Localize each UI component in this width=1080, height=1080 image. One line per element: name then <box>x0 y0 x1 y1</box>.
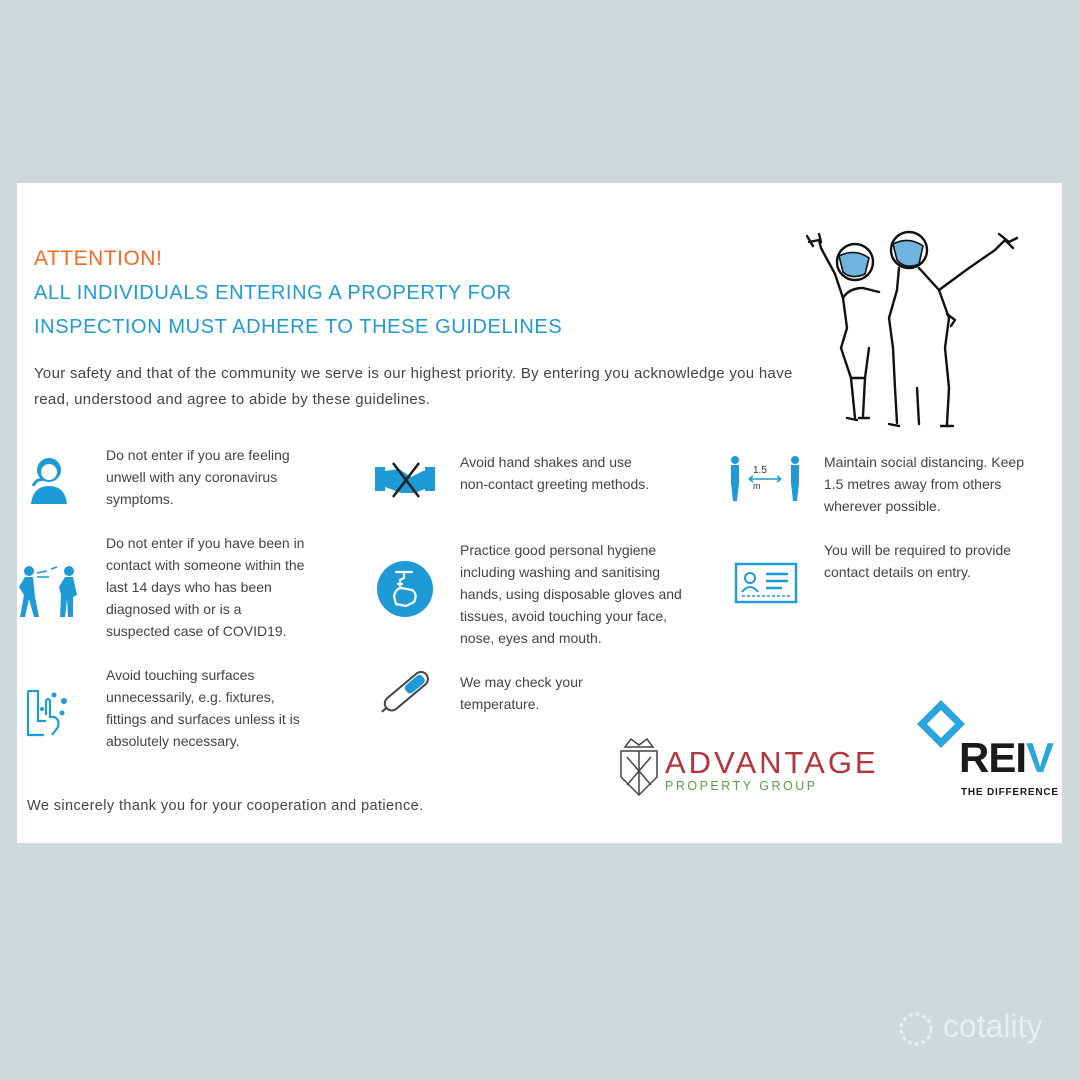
thank-you-text: We sincerely thank you for your cooperation and patience. <box>27 798 424 814</box>
guideline-temperature: We may check your temperature. <box>460 674 583 712</box>
reiv-name <box>959 734 1053 782</box>
intro-text: Your safety and that of the community we serve is our highest priority. By entering you acknowledge you have read, understood and agree to abide by these guidelines. <box>34 365 793 408</box>
handwashing-icon <box>376 560 434 618</box>
touch-surface-icon <box>24 687 72 739</box>
guideline-distancing: Maintain social distancing. Keep 1.5 metres away from others wherever possible. <box>824 454 1025 514</box>
reiv-name-v: V <box>1026 734 1054 781</box>
guideline-handshakes: Avoid hand shakes and use non-contact greeting methods. <box>460 454 650 492</box>
no-handshake-icon <box>373 459 437 503</box>
attention-heading: ATTENTION! <box>34 247 163 270</box>
reiv-tagline: THE DIFFERENCE <box>961 787 1059 798</box>
distance-unit: m <box>753 481 761 491</box>
guidelines-card <box>17 183 1062 843</box>
cotality-logo-icon <box>898 1011 934 1047</box>
heading-line-2: INSPECTION MUST ADHERE TO THESE GUIDELINES <box>34 316 563 338</box>
reiv-name-rei: REI <box>959 734 1027 781</box>
guideline-contact-details: You will be required to provide contact details on entry. <box>824 542 1012 580</box>
guideline-hygiene: Practice good personal hygiene including washing and sanitising hands, using disposable gloves and tissues, avoid touching your face, nose, eyes and mouth. <box>460 542 682 646</box>
advantage-subtitle: PROPERTY GROUP <box>665 779 818 793</box>
guideline-contact: Do not enter if you have been in contact with someone within the last 14 days who has been diagnosed with or is a suspected case of COVID19. <box>106 535 305 639</box>
sick-person-icon <box>23 452 75 504</box>
thermometer-icon <box>377 666 437 718</box>
advantage-name: ADVANTAGE <box>665 745 879 780</box>
guideline-surfaces: Avoid touching surfaces unnecessarily, e.g. fixtures, fittings and surfaces unless it is absolutely necessary. <box>106 667 300 749</box>
masked-people-illustration <box>799 228 1024 428</box>
cotality-watermark <box>898 1008 1042 1047</box>
advantage-crest-logo <box>617 737 661 797</box>
distance-label: 1.5 <box>753 465 767 476</box>
social-distancing-icon <box>727 455 803 505</box>
cotality-name: cotality <box>942 1008 1043 1044</box>
id-card-icon <box>734 562 798 604</box>
contact-transmission-icon <box>17 563 81 619</box>
heading-line-1: ALL INDIVIDUALS ENTERING A PROPERTY FOR <box>34 282 512 304</box>
guideline-unwell: Do not enter if you are feeling unwell with any coronavirus symptoms. <box>106 447 290 507</box>
